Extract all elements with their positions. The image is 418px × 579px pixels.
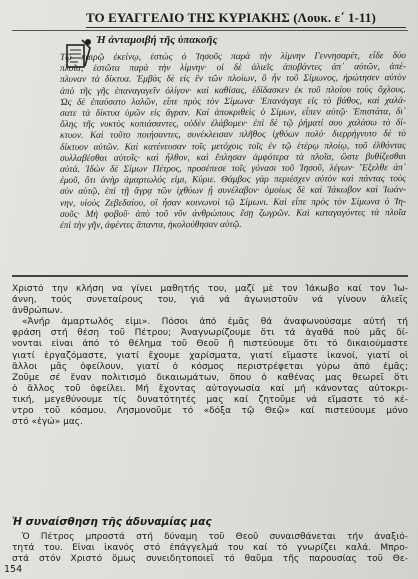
section-text: [12, 532, 408, 565]
title-rule: [86, 27, 406, 28]
text-line: άννη, τούς συνεταίρους του, γιά νά ἀγωνιστοῦν νά γίνουν ἁλιεῖς: [12, 295, 408, 306]
text-line: Ὡς δὲ ἐπαύσατο λαλῶν, εἶπε πρὸς τὸν Σίμωνα· Ἐπανάγαγε εἰς τὸ βάθος, καὶ χαλά-: [60, 95, 406, 108]
text-line: ὅλης τῆς νυκτὸς κοπιάσαντες, οὐδὲν ἐλάβομεν· ἐπὶ δὲ τῷ ῥήματί σου χαλάσω τὸ δί-: [60, 118, 406, 131]
text-line: αὐτά. Ἰδὼν δὲ Σίμων Πέτρος, προσέπεσε τοῖς γόνασι τοῦ Ἰησοῦ, λέγων· Ἔξελθε ἀπ᾿: [60, 163, 406, 175]
text-line: γιατί ἐργαζόμαστε, γιατί ἔχουμε χαρίσματα, γιατί εἴμαστε ἱκανοί, γιατί οἱ: [12, 350, 408, 361]
text-line: Ὁ Πέτρος μπροστά στή δύναμη τοῦ Θεοῦ συναισθάνεται τήν ἀναξιό-: [22, 532, 408, 542]
text-line: ντρο τοῦ κόσμου. Λησμονοῦμε τό «δόξα τῷ Θεῷ» καί πιστεύουμε μόνο: [12, 406, 408, 417]
text-line: κτυον. Καὶ τοῦτο ποιήσαντες, συνέκλεισαν πλῆθος ἰχθύων πολύ· διερρήγνυτο δὲ τὸ: [60, 129, 406, 142]
text-line: ἐπὶ τὴν γῆν, ἀφέντες ἅπαντα, ἠκολούθησαν αὐτῷ.: [60, 220, 242, 231]
commentary-text: [12, 284, 408, 428]
text-line: Τῷ καιρῷ ἐκείνῳ, ἑστὼς ὁ Ἰησοῦς παρὰ τὴν λίμνην Γεννησαρέτ, εἶδε δύο: [60, 51, 406, 63]
page-number: 154: [4, 564, 23, 575]
text-line: στό «ἐγώ» μας.: [12, 417, 83, 428]
text-line: σὺν αὐτῷ, ἐπὶ τῇ ἄγρᾳ τῶν ἰχθύων ᾗ συνέλαβον· ὁμοίως δὲ καὶ Ἰάκωβον καὶ Ἰωάν-: [60, 185, 406, 198]
text-line: τητά του. Εἶναι ἱκανός στό ἐπάγγελμά του καί τό γνωρίζει καλά. Μπρο-: [12, 543, 408, 554]
gospel-text: [60, 51, 406, 232]
text-line: ἄλλοι μᾶς ὀφείλουν, γιατί ὁ κόσμος περιστρέφεται γύρω ἀπό ἐμᾶς;: [12, 361, 408, 372]
text-line: τική, μεγεθύνουμε τίς δυνατότητές μας καί ζητοῦμε νά εἴμαστε τό κέ-: [12, 394, 408, 405]
text-line: ἀπὸ τῆς γῆς ἐπαναγαγεῖν ὀλίγον· καὶ καθίσας, ἐδίδασκεν ἐκ τοῦ πλοίου τοὺς ὄχλους.: [60, 84, 406, 97]
text-line: στά στόν Χριστό ὅμως συνειδητοποιεῖ τό θαῦμα τῆς παρουσίας τοῦ Θε-: [12, 554, 408, 565]
gospel-subtitle: Ἡ ἀνταμοιβή τῆς ὑπακοῆς: [96, 34, 218, 46]
text-line: Ζοῦμε σέ ἕναν πολιτισμό δικαιωμάτων, ὅπου ὁ καθένας μας θεωρεῖ ὅτι: [12, 372, 408, 383]
page-title: ΤΟ ΕΥΑΓΓΕΛΙΟ ΤΗΣ ΚΥΡΙΑΚΗΣ (Λουκ. ε΄ 1-11): [86, 10, 376, 25]
text-line: νονται εἶναι ἀπό τό θέλημα τοῦ Θεοῦ ἢ πιστεύουμε ὅτι τό δικαιούμαστε: [12, 339, 408, 350]
text-line: «Ἀνήρ ἁμαρτωλός εἰμι». Πόσοι ἀπό ἐμᾶς θά ἀναφωνούσαμε αὐτή τή: [22, 317, 408, 328]
text-line: πλυναν τὰ δίκτυα. Ἐμβὰς δὲ εἰς ἓν τῶν πλοίων, ὃ ἦν τοῦ Σίμωνος, ἠρώτησεν αὐτὸν: [60, 73, 406, 86]
text-line: ἐμοῦ, ὅτι ἀνὴρ ἁμαρτωλός εἰμι, Κύριε. Θάμβος γὰρ περιέσχεν αὐτὸν καὶ πάντας τοὺς: [60, 174, 406, 187]
text-line: δίκτυον αὐτῶν. Καὶ κατένευσαν τοῖς μετόχοις τοῖς ἐν τῷ ἑτέρῳ πλοίῳ, τοῦ ἐλθόντας: [60, 140, 406, 153]
text-line: φράση στή θέση τοῦ Πέτρου; Ἀναγνωρίζουμε ὅτι τά ἀγαθά ποὺ μᾶς δί-: [12, 328, 408, 339]
text-line: σοῦς· Μὴ φοβοῦ· ἀπὸ τοῦ νῦν ἀνθρώπους ἔσῃ ζωγρῶν. Καὶ καταγαγόντες τὰ πλοῖα: [60, 207, 406, 220]
text-line: πλοῖα, ἑστῶτα παρὰ τὴν λίμνην· οἱ δὲ ἁλιεῖς ἀποβάντες ἀπ᾿ αὐτῶν, ἀπέ-: [60, 62, 406, 75]
section-heading: Ἡ συναίσθηση τῆς ἀδυναμίας μας: [12, 516, 212, 528]
text-line: σατε τὰ δίκτυα ὑμῶν εἰς ἄγραν. Καὶ ἀποκριθεὶς ὁ Σίμων, εἶπεν αὐτῷ· Ἐπιστάτα, δι᾿: [60, 107, 406, 119]
text-line: Χριστό την κλήση να γίνει μαθητής του, μαζί μὲ τον Ἰάκωβο καί τον Ἰω-: [12, 284, 408, 294]
text-line: ὁ ἄλλος τοῦ ὀφείλει. Μή ἔχοντας αὐτογνωσία καί μή κάνοντας αὐτοκρι-: [12, 383, 408, 394]
text-line: ἀνθρώπων.: [12, 306, 63, 317]
text-line: νην, υἱοὺς Ζεβεδαίου, οἳ ἦσαν κοινωνοὶ τῷ Σίμωνι. Καὶ εἶπε πρὸς τὸν Σίμωνα ὁ Ἰη-: [60, 196, 406, 209]
text-line: συλλαβέσθαι αὐτοῖς· καὶ ἦλθον, καὶ ἔπλησαν ἀμφότερα τὰ πλοῖα, ὥστε βυθίζεσθαι: [60, 151, 406, 164]
